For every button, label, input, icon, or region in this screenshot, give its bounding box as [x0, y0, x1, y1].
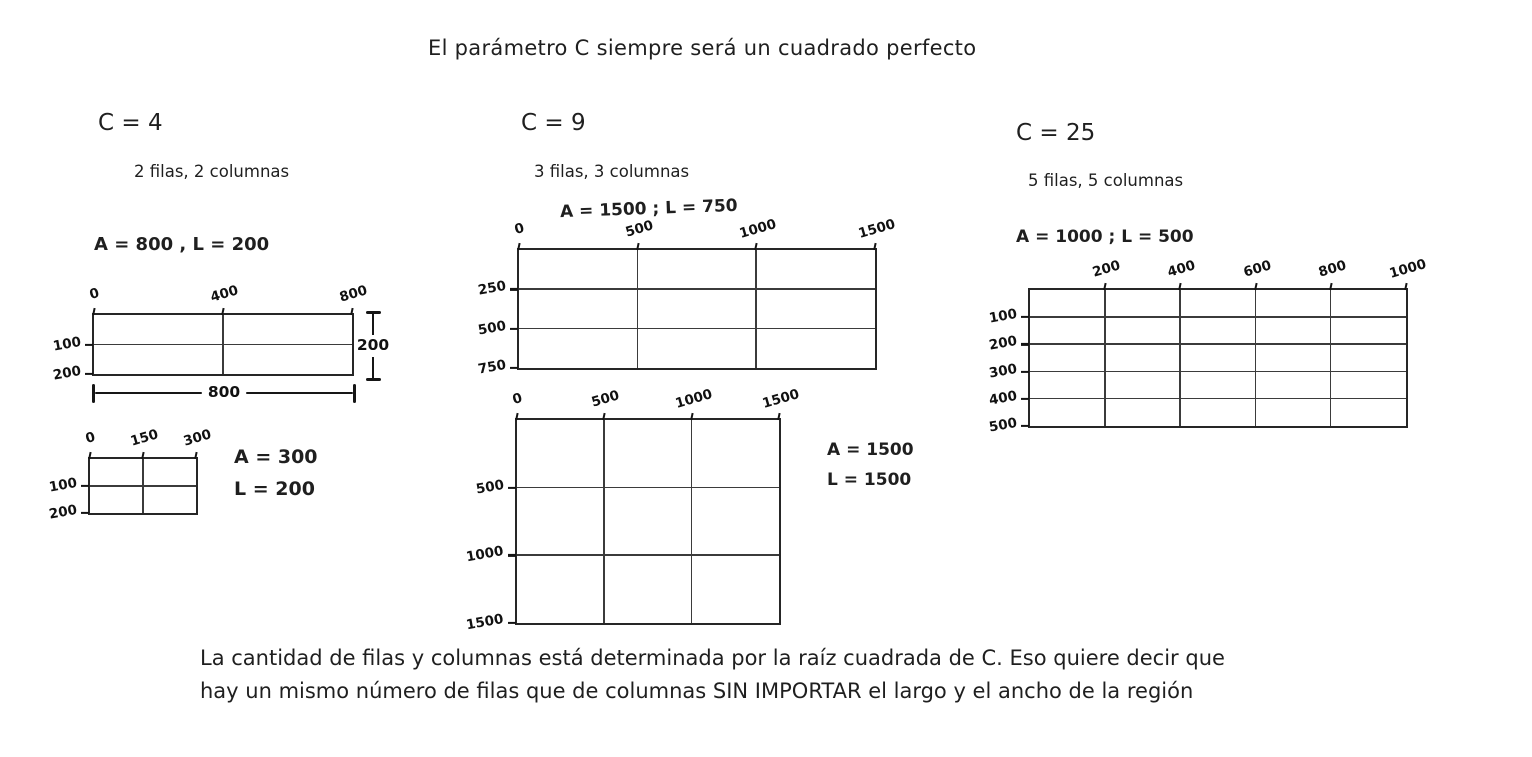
grid-line-horizontal: [519, 328, 875, 330]
y-tick-mark: [1021, 398, 1029, 400]
y-tick-mark: [510, 367, 518, 369]
grid-c9-square-labels: [827, 440, 914, 490]
x-tick-label: 1500: [856, 216, 898, 242]
x-tick-label: 1000: [1387, 256, 1429, 282]
c-value-label-c9: C = 9: [521, 110, 586, 136]
c-value-label-c4: C = 4: [98, 110, 163, 136]
width-dimension: [92, 382, 356, 404]
grid-line-vertical: [1104, 290, 1106, 426]
x-tick-label: 1500: [760, 386, 802, 412]
grid-line-vertical: [755, 250, 757, 368]
grid-line-vertical: [637, 250, 639, 368]
y-tick-mark: [85, 373, 93, 375]
rows-cols-label-c4: 2 filas, 2 columnas: [134, 162, 290, 181]
grid-line-vertical: [603, 420, 605, 623]
y-tick-label: 1000: [465, 543, 506, 566]
x-tick-label: 150: [128, 426, 161, 450]
height-dimension: [358, 311, 388, 381]
height-dimension-label: 200: [356, 336, 390, 355]
x-tick-mark: [88, 452, 92, 459]
dimension-cap-right: [353, 384, 356, 403]
dimension-segment: [372, 357, 375, 378]
x-tick-label: 600: [1241, 257, 1273, 281]
y-tick-label: 200: [51, 362, 83, 384]
grid-line-horizontal: [517, 554, 779, 556]
grid-line-horizontal: [519, 288, 875, 290]
y-tick-label: 500: [987, 414, 1019, 436]
x-tick-label: 0: [87, 285, 102, 303]
y-tick-mark: [1021, 343, 1029, 345]
x-tick-mark: [517, 243, 521, 250]
grid-line-horizontal: [1030, 316, 1406, 318]
y-tick-mark: [508, 622, 516, 624]
dimension-segment: [372, 314, 375, 335]
grid-line-vertical: [1330, 290, 1332, 426]
footer-line-2: hay un mismo número de filas que de columnas SIN IMPORTAR el largo y el ancho de la región: [200, 679, 1194, 703]
footer-line-1: La cantidad de filas y columnas está determinada por la raíz cuadrada de C. Eso quiere decir que: [200, 646, 1225, 670]
x-tick-label: 1000: [673, 386, 714, 412]
x-tick-label: 500: [589, 387, 622, 411]
x-tick-label: 200: [1090, 257, 1123, 281]
y-tick-mark: [508, 487, 516, 489]
x-tick-label: 400: [208, 282, 241, 306]
c-value-label-c25: C = 25: [1016, 120, 1096, 146]
y-tick-label: 750: [476, 356, 508, 378]
x-tick-label: 300: [181, 426, 214, 450]
x-tick-label: 1000: [737, 216, 779, 242]
y-tick-label: 300: [987, 360, 1019, 382]
grid-line-horizontal: [1030, 398, 1406, 400]
x-tick-label: 400: [1166, 257, 1198, 281]
x-tick-mark: [221, 308, 225, 315]
y-tick-label: 100: [47, 474, 79, 496]
params-label-c9: A = 1500 ; L = 750: [559, 195, 738, 223]
x-tick-mark: [1404, 283, 1408, 290]
rows-cols-label-c25: 5 filas, 5 columnas: [1028, 171, 1184, 190]
y-tick-label: 200: [987, 333, 1019, 354]
x-tick-label: 800: [1316, 257, 1348, 281]
y-tick-label: 250: [476, 278, 508, 299]
x-tick-mark: [1329, 283, 1333, 290]
x-tick-mark: [777, 413, 781, 420]
x-tick-mark: [873, 243, 877, 250]
y-tick-label: 100: [987, 306, 1019, 327]
x-tick-mark: [755, 243, 759, 250]
y-tick-label: 500: [476, 317, 508, 339]
grid-line-horizontal: [517, 487, 779, 489]
x-tick-label: 0: [512, 220, 527, 238]
dimension-cap-bottom: [366, 378, 381, 381]
grid-line-vertical: [1179, 290, 1181, 426]
params-label-c25: A = 1000 ; L = 500: [1016, 227, 1194, 247]
grid-line-horizontal: [1030, 343, 1406, 345]
grid-c9-square: [465, 386, 802, 634]
grid-line-horizontal: [1030, 371, 1406, 373]
x-tick-mark: [1254, 283, 1258, 290]
params-label-c4: A = 800 , L = 200: [94, 234, 270, 255]
y-tick-mark: [510, 328, 518, 330]
y-tick-mark: [508, 554, 516, 556]
dimension-segment: [95, 392, 202, 395]
y-tick-mark: [1021, 425, 1029, 427]
grid-c25: [987, 256, 1429, 436]
y-tick-label: 100: [51, 333, 83, 355]
grid-c4-small-labels: [234, 446, 318, 500]
largo-label: L = 200: [234, 478, 315, 500]
x-tick-mark: [603, 413, 607, 420]
x-tick-mark: [194, 452, 198, 459]
x-tick-label: 800: [337, 282, 370, 306]
grid-c4-small: [47, 426, 214, 523]
y-tick-label: 200: [47, 501, 79, 523]
area-label: A = 300: [234, 446, 318, 468]
y-tick-mark: [81, 485, 89, 487]
y-tick-mark: [1021, 371, 1029, 373]
y-tick-label: 1500: [465, 611, 506, 634]
y-tick-mark: [510, 288, 518, 290]
x-tick-mark: [92, 308, 96, 315]
x-tick-mark: [515, 413, 519, 420]
x-tick-mark: [1179, 283, 1183, 290]
x-tick-label: 500: [623, 217, 655, 241]
y-tick-mark: [85, 343, 93, 345]
width-dimension-label: 800: [207, 383, 241, 402]
x-tick-mark: [690, 413, 694, 420]
x-tick-mark: [1103, 283, 1107, 290]
y-tick-label: 500: [474, 476, 506, 498]
y-tick-mark: [1021, 316, 1029, 318]
dimension-segment: [246, 392, 353, 395]
rows-cols-label-c9: 3 filas, 3 columnas: [534, 162, 690, 181]
grid-c4-main: [51, 282, 370, 384]
grid-c9-wide: [476, 216, 898, 378]
y-tick-label: 400: [987, 387, 1019, 409]
x-tick-mark: [141, 452, 145, 459]
grid-line-horizontal: [94, 344, 352, 346]
largo-label: L = 1500: [827, 470, 912, 490]
x-tick-mark: [350, 308, 354, 315]
page-title: El parámetro C siempre será un cuadrado perfecto: [428, 36, 977, 60]
x-tick-label: 0: [83, 429, 98, 447]
grid-line-horizontal: [90, 485, 196, 487]
area-label: A = 1500: [827, 440, 914, 460]
grid-line-vertical: [691, 420, 693, 623]
grid-line-vertical: [1255, 290, 1257, 426]
x-tick-mark: [636, 243, 640, 250]
x-tick-label: 0: [510, 390, 525, 408]
footer-note: [200, 642, 1225, 708]
y-tick-mark: [81, 512, 89, 514]
